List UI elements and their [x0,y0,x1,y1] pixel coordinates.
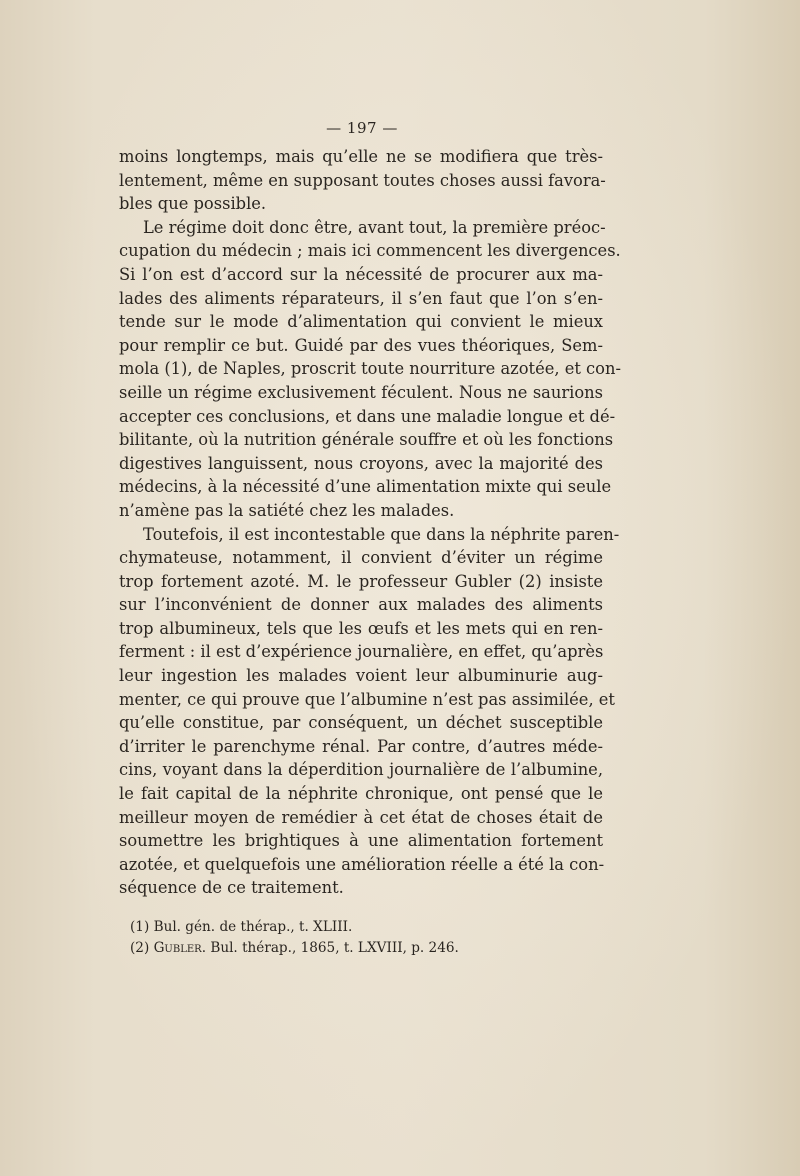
text-line: trop albumineux, tels que les œufs et les mets qui en ren- [119,618,603,638]
footnote-2 [130,938,600,959]
text-line: digestives languissent, nous croyons, avec la majorité des [119,453,603,473]
footnote-2-author: Gubler [153,940,202,956]
footnotes [130,917,600,959]
text-line: bilitante, où la nutrition générale souffre et où les fonctions [119,430,614,450]
text-line: qu’elle constitue, par conséquent, un déchet susceptible [119,713,603,733]
text-line: soumettre les brightiques à une alimentation fortement [119,831,603,851]
paragraph-start-line: Toutefois, il est incontestable que dans la néphrite paren- [143,524,620,544]
text-line: accepter ces conclusions, et dans une maladie longue et dé- [119,406,616,426]
text-line: menter, ce qui prouve que l’albumine n’est pas assimilée, et [119,689,615,709]
text-line: chymateuse, notamment, il convient d’éviter un régime [119,548,603,568]
footnote-2-reference: . Bul. thérap., 1865, t. LXVIII, p. 246. [201,940,459,956]
text-line: ferment : il est d’expérience journalière, en effet, qu’après [119,642,604,662]
text-line: azotée, et quelquefois une amélioration réelle a été la con- [119,854,605,874]
page-number: — 197 — [326,119,398,137]
text-line: lades des aliments réparateurs, il s’en faut que l’on s’en- [119,288,603,308]
text-line: meilleur moyen de remédier à cet état de choses était de [119,807,603,827]
text-line: séquence de ce traitement. [119,878,344,898]
text-line: lentement, même en supposant toutes choses aussi favora- [119,170,606,190]
text-line: Si l’on est d’accord sur la nécessité de procurer aux ma- [119,264,603,284]
text-line: leur ingestion les malades voient leur albuminurie aug- [119,666,603,686]
text-line: trop fortement azoté. M. le professeur Gubler (2) insiste [119,571,603,591]
text-line: d’irriter le parenchyme rénal. Par contre, d’autres méde- [119,736,603,756]
body-text [119,145,621,900]
text-line: le fait capital de la néphrite chronique, ont pensé que le [119,784,603,804]
text-line: moins longtemps, mais qu’elle ne se modifiera que très- [119,147,603,166]
footnote-2-marker: (2) [130,940,154,956]
text-line: bles que possible. [119,194,267,214]
text-line: mola (1), de Naples, proscrit toute nourriture azotée, et con- [119,359,621,379]
text-line: cins, voyant dans la déperdition journalière de l’albumine, [119,760,603,780]
text-line: sur l’inconvénient de donner aux malades des aliments [119,595,603,615]
text-line: cupation du médecin ; mais ici commencent les divergences. [119,241,621,261]
text-line: médecins, à la nécessité d’une alimentation mixte qui seule [119,477,612,497]
text-line: n’amène pas la satiété chez les malades. [119,500,455,520]
paragraph-start-line: Le régime doit donc être, avant tout, la première préoc- [143,217,606,237]
text-line: tende sur le mode d’alimentation qui convient le mieux [119,312,603,332]
text-line: seille un régime exclusivement féculent. Nous ne saurions [119,382,603,402]
footnote-1: (1) Bul. gén. de thérap., t. XLIII. [130,919,353,935]
text-line: pour remplir ce but. Guidé par des vues théoriques, Sem- [119,335,603,355]
